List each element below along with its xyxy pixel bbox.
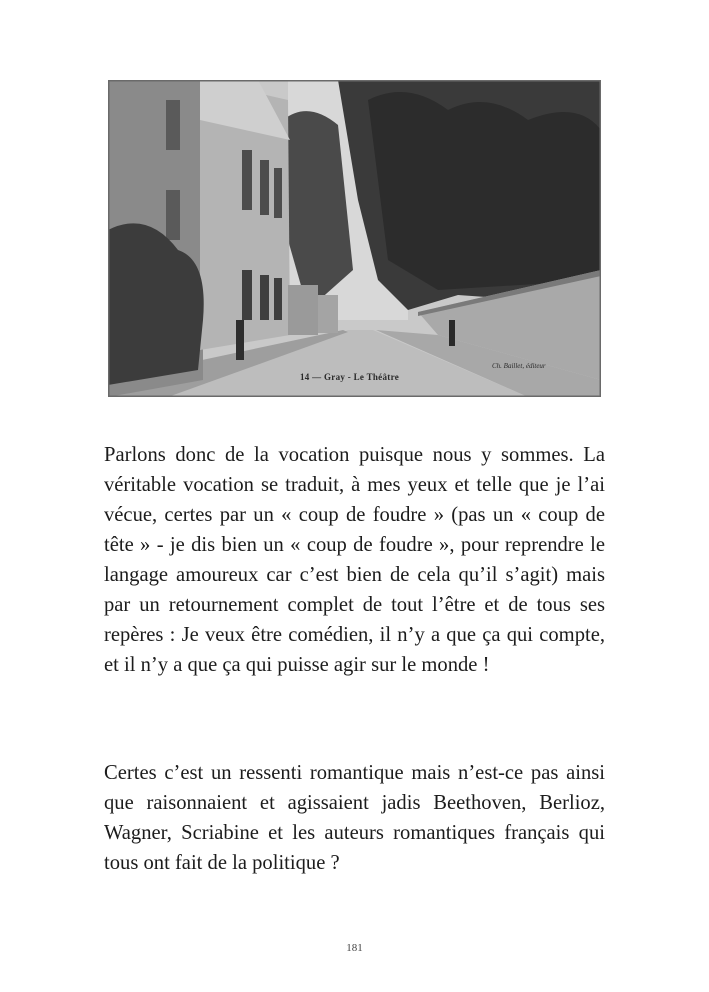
- photo-publisher: Ch. Baillet, éditeur: [492, 362, 546, 370]
- paragraph-1: Parlons donc de la vocation puisque nous y sommes. La véritable vocation se traduit, à mes yeux et telle que je l’ai vécue, certes par un « coup de foudre » (pas un « coup de tête » - je dis bien un « coup de foudre », pour reprendre le langage amoureux car c’est bien de cela qu’il s’agit) mais par un retournement complet de tout l’être et de tous ses repères : Je veux être comédien, il n’y a que ça qui compte, et il n’y a que ça qui puisse agir sur le monde !: [104, 444, 605, 676]
- photo-caption: 14 — Gray - Le Théâtre: [300, 372, 400, 382]
- page-number: 181: [346, 942, 363, 954]
- street-theatre-illustration: [108, 80, 601, 397]
- paragraph-2: Certes c’est un ressenti romantique mais n’est-ce pas ainsi que raisonnaient et agissaient jadis Beethoven, Berlioz, Wagner, Scriabine et les auteurs romantiques français qui tous ont fait de la politique ?: [104, 762, 605, 874]
- postcard-photo: [108, 80, 601, 397]
